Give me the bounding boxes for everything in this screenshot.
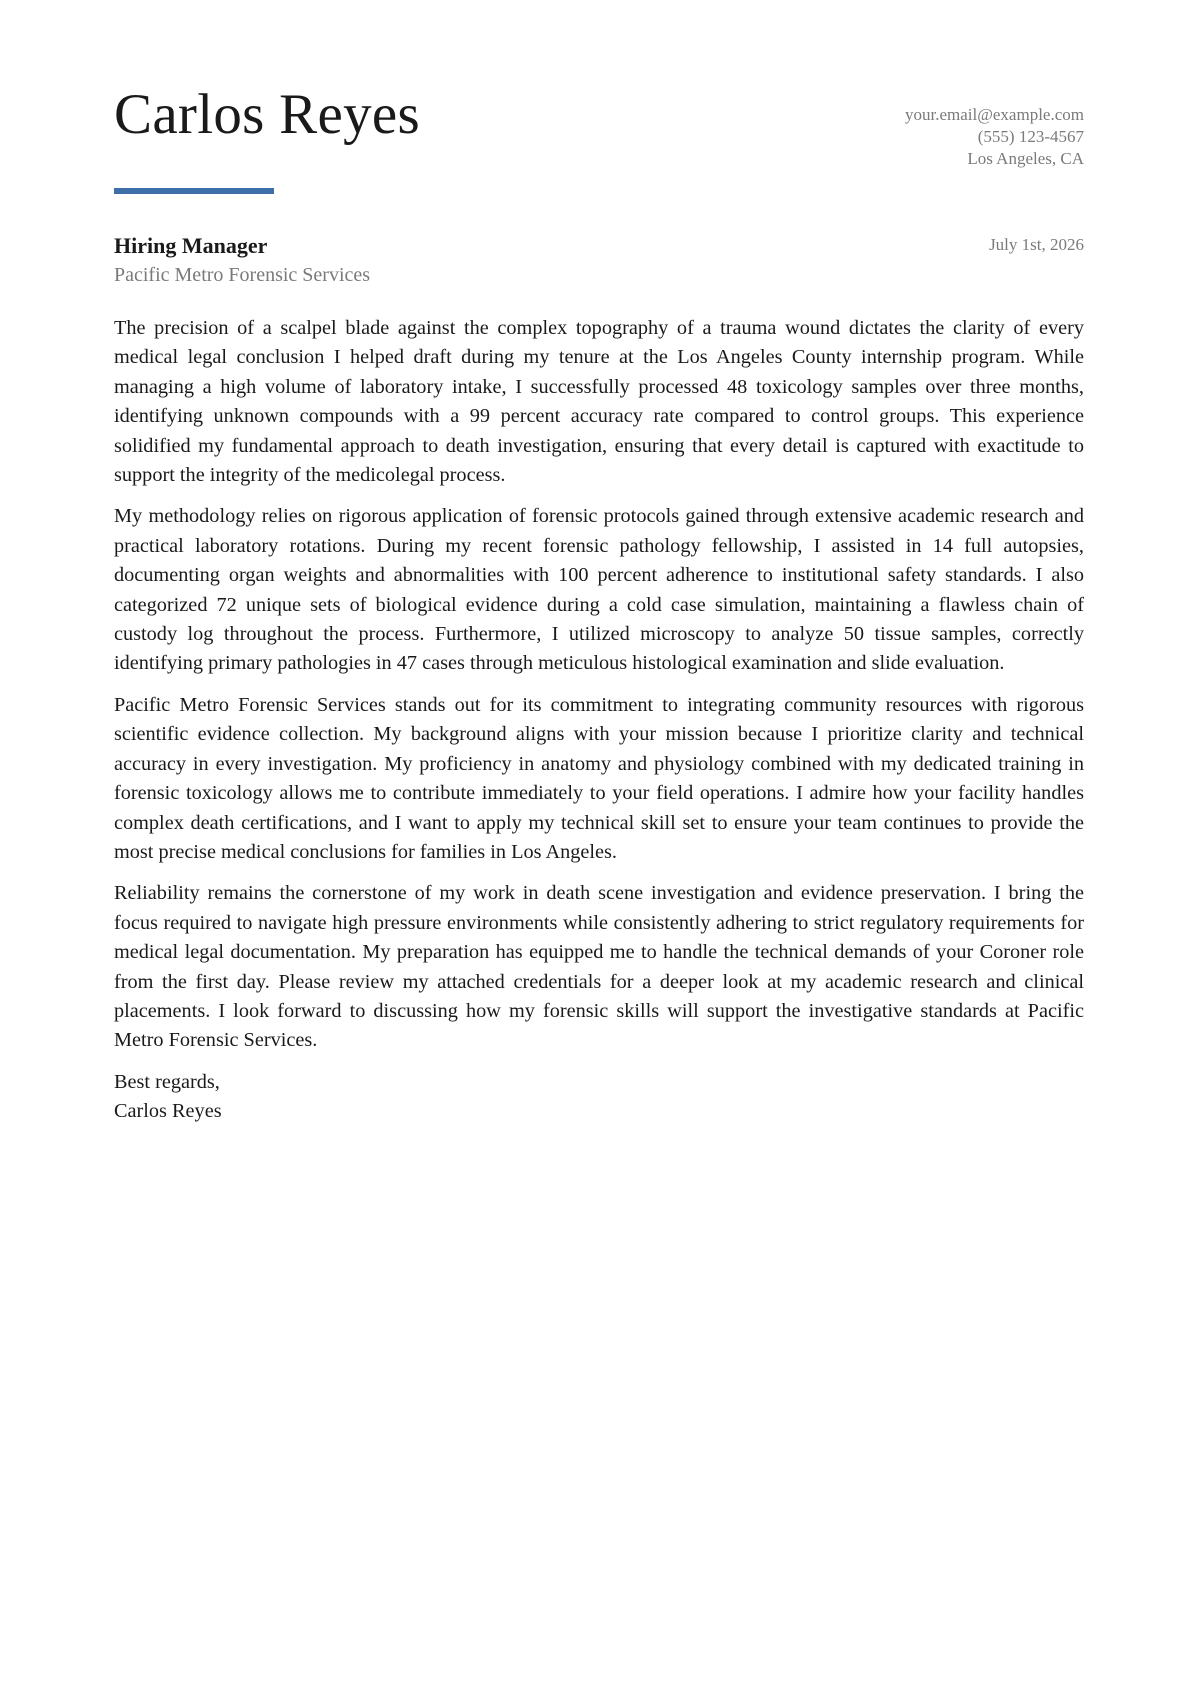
recipient-block	[114, 232, 1084, 314]
letter-body	[114, 314, 1084, 1056]
body-paragraph: Pacific Metro Forensic Services stands out for its commitment to integrating community resources with rigorous scientific evidence collection. My background aligns with your mission because I prioritize clarity and technical accuracy in every investigation. My proficiency in anatomy and physiology combined with my dedicated training in forensic toxicology allows me to contribute immediately to your field operations. I admire how your facility handles complex death certifications, and I want to apply my technical skill set to ensure your team continues to provide the most precise medical conclusions for families in Los Angeles.	[114, 693, 1084, 863]
body-paragraph: My methodology relies on rigorous application of forensic protocols gained through extensive academic research and practical laboratory rotations. During my recent forensic pathology fellowship, I assisted in 14 full autopsies, documenting organ weights and abnormalities with 100 percent adherence to institutional safety standards. I also categorized 72 unique sets of biological evidence during a cold case simulation, maintaining a flawless chain of custody log throughout the process. Furthermore, I utilized microscopy to analyze 50 tissue samples, correctly identifying primary pathologies in 47 cases through meticulous histological examination and slide evaluation.	[114, 505, 1084, 675]
name-accent-rule	[114, 188, 274, 194]
recipient-title: Hiring Manager	[114, 233, 268, 258]
contact-location: Los Angeles, CA	[967, 149, 1084, 168]
letter-closing	[114, 1068, 1084, 1127]
cover-letter-page	[114, 0, 1084, 1127]
letter-date: July 1st, 2026	[989, 235, 1084, 254]
body-paragraph: The precision of a scalpel blade against the complex topography of a trauma wound dictates the clarity of every medical legal conclusion I helped draft during my tenure at the Los Angeles County internship program. While managing a high volume of laboratory intake, I successfully processed 48 toxicology samples over three months, identifying unknown compounds with a 99 percent accuracy rate compared to control groups. This experience solidified my fundamental approach to death investigation, ensuring that every detail is captured with exactitude to support the integrity of the medicolegal process.	[114, 317, 1084, 487]
closing-salutation: Best regards,	[114, 1070, 220, 1093]
contact-phone: (555) 123-4567	[977, 127, 1084, 146]
contact-email[interactable]: your.email@example.com	[905, 105, 1084, 124]
recipient-company: Pacific Metro Forensic Services	[114, 264, 371, 286]
body-paragraph: Reliability remains the cornerstone of my work in death scene investigation and evidence preservation. I bring the focus required to navigate high pressure environments while consistently adhering to strict regulatory requirements for medical legal documentation. My preparation has equipped me to handle the technical demands of your Coroner role from the first day. Please review my attached credentials for a deeper look at my academic research and clinical placements. I look forward to discussing how my forensic skills will support the investigative standards at Pacific Metro Forensic Services.	[114, 882, 1084, 1052]
closing-signature: Carlos Reyes	[114, 1100, 222, 1123]
sender-name: Carlos Reyes	[114, 83, 420, 146]
letter-header	[114, 0, 1084, 232]
contact-block	[905, 104, 1084, 170]
